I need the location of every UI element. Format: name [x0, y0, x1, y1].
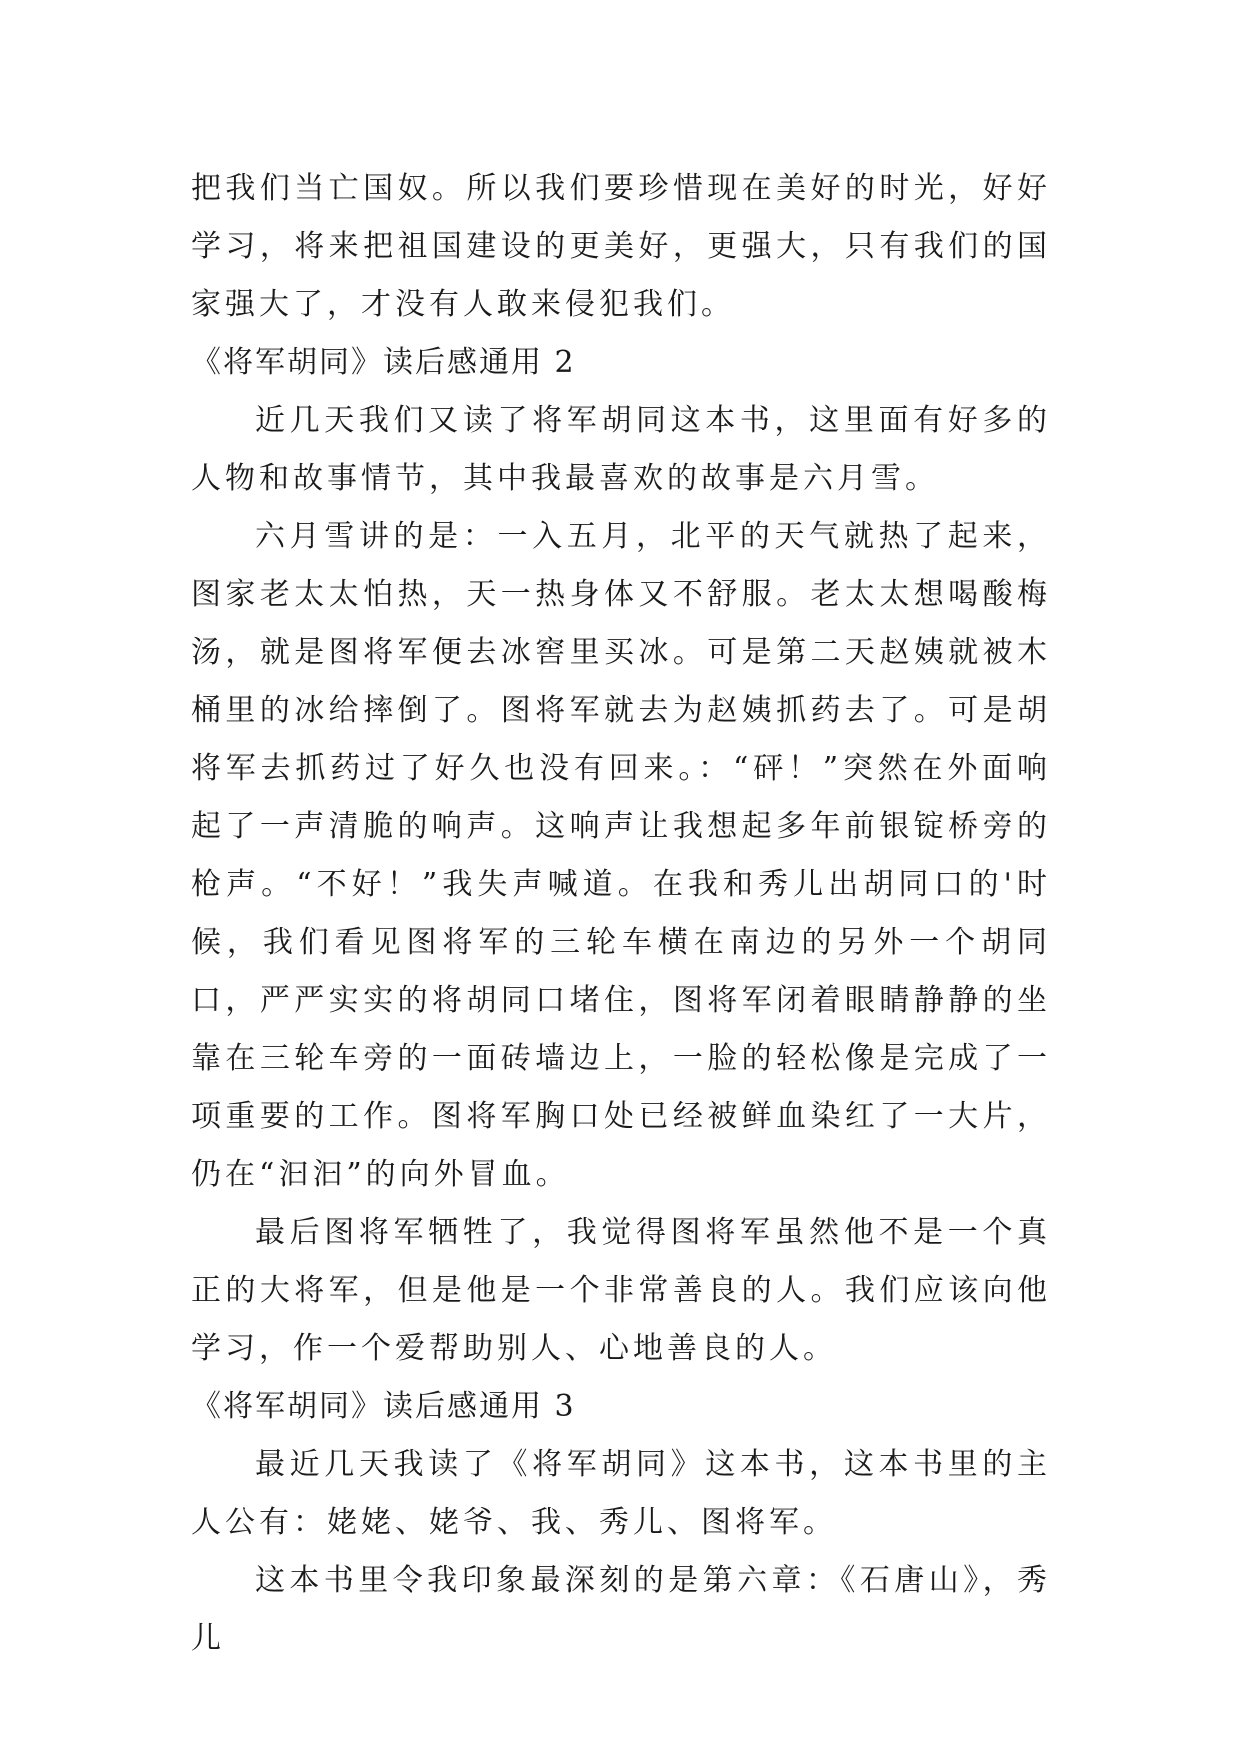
paragraph: 最后图将军牺牲了，我觉得图将军虽然他不是一个真正的大将军，但是他是一个非常善良的人。我们应该向他学习，作一个爱帮助别人、心地善良的人。 [191, 1215, 1051, 1366]
document-page [191, 160, 1051, 1668]
section-heading-3: 《将军胡同》读后感通用 3 [191, 1389, 576, 1424]
paragraph: 近几天我们又读了将军胡同这本书，这里面有好多的人物和故事情节，其中我最喜欢的故事是六月雪。 [191, 403, 1051, 496]
paragraph: 这本书里令我印象最深刻的是第六章：《石唐山》，秀儿 [191, 1563, 1051, 1656]
paragraph: 最近几天我读了《将军胡同》这本书，这本书里的主人公有：姥姥、姥爷、我、秀儿、图将军。 [191, 1447, 1051, 1540]
paragraph-continued: 把我们当亡国奴。所以我们要珍惜现在美好的时光，好好学习，将来把祖国建设的更美好，更强大，只有我们的国家强大了，才没有人敢来侵犯我们。 [191, 171, 1051, 322]
paragraph: 六月雪讲的是：一入五月，北平的天气就热了起来，图家老太太怕热，天一热身体又不舒服。老太太想喝酸梅汤，就是图将军便去冰窖里买冰。可是第二天赵姨就被木桶里的冰给摔倒了。图将军就去为赵姨抓药去了。可是胡将军去抓药过了好久也没有回来。：“砰！”突然在外面响起了一声清脆的响声。这响声让我想起多年前银锭桥旁的枪声。“不好！”我失声喊道。在我和秀儿出胡同口的'时候，我们看见图将军的三轮车横在南边的另外一个胡同口，严严实实的将胡同口堵住，图将军闭着眼睛静静的坐靠在三轮车旁的一面砖墙边上，一脸的轻松像是完成了一项重要的工作。图将军胸口处已经被鲜血染红了一大片，仍在“汩汩”的向外冒血。 [191, 519, 1051, 1192]
section-heading-2: 《将军胡同》读后感通用 2 [191, 345, 576, 380]
